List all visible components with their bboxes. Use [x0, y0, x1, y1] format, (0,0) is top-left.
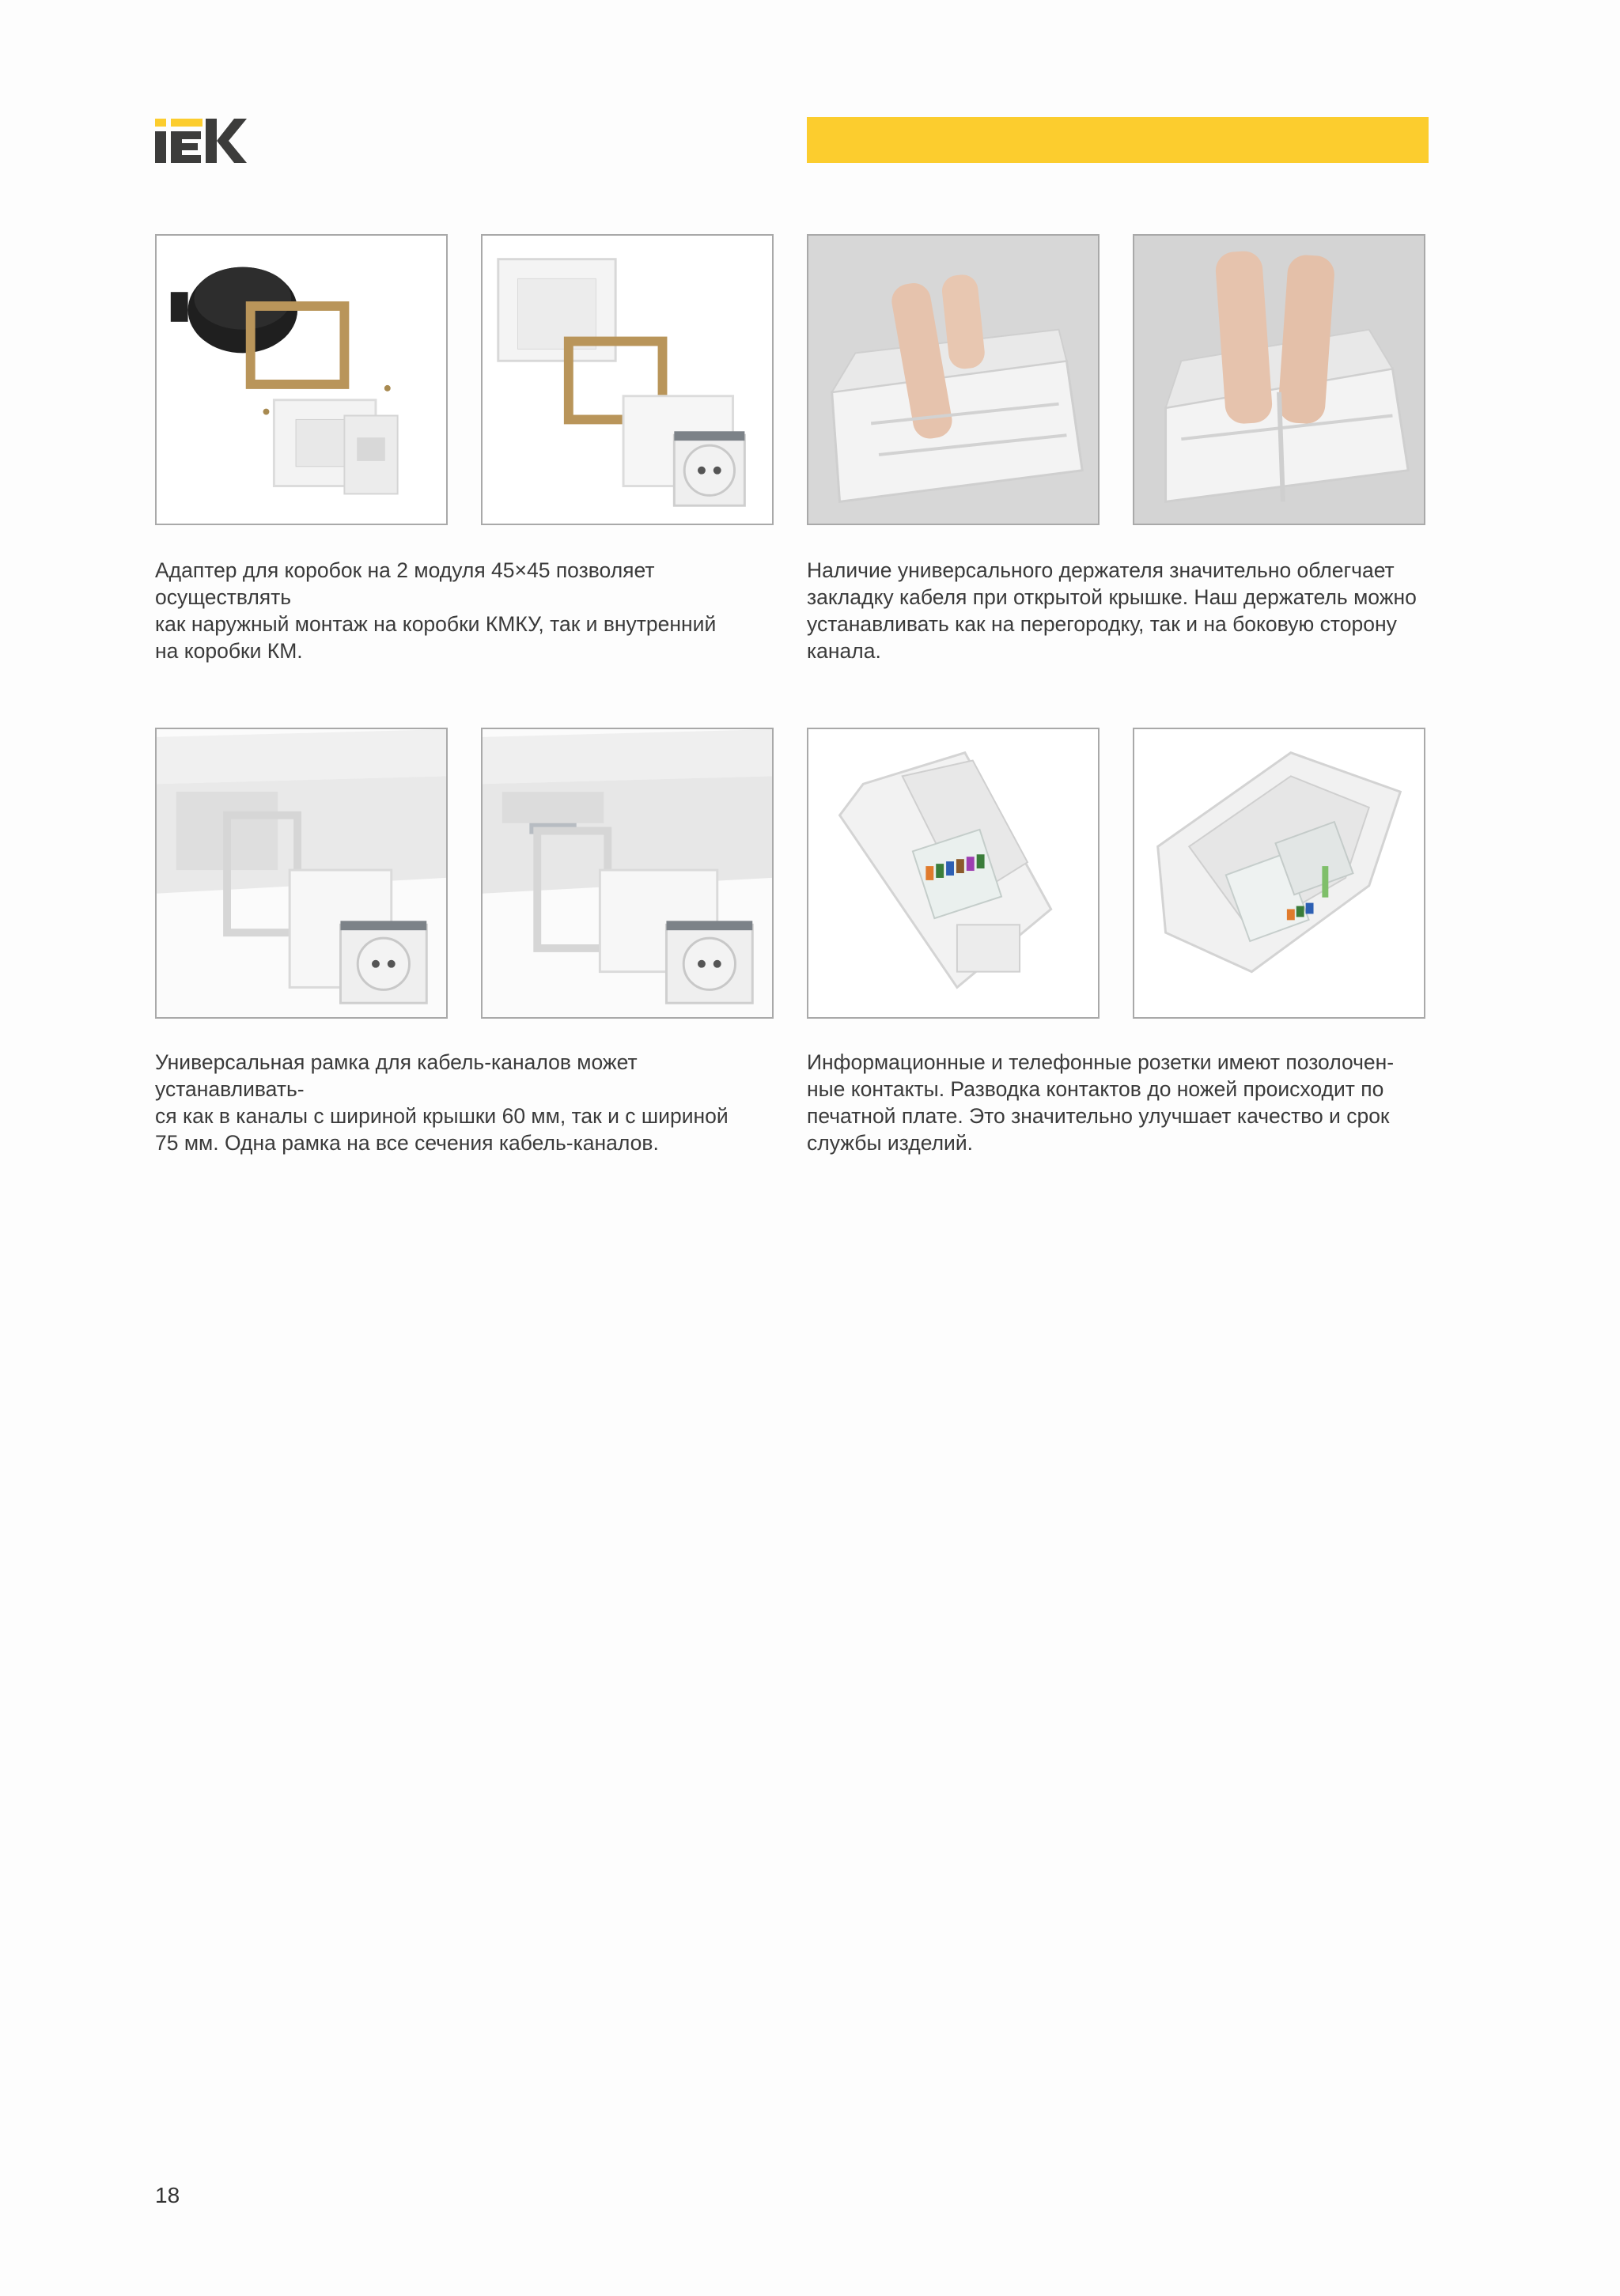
page-number: 18 — [155, 2183, 180, 2207]
adapter-box-internal-photo — [155, 234, 448, 525]
telephone-socket-module-photo — [1133, 728, 1425, 1019]
caption-holder: Наличие универсального держателя значительно облегчает закладку кабеля при открытой крышке. Наш держатель можно устанавливать как на перегородку, так и на боковую сторону канала. — [807, 558, 1417, 663]
header-accent-bar — [807, 117, 1429, 163]
iek-logo — [155, 119, 247, 163]
caption-adapter: Адаптер для коробок на 2 модуля 45×45 позволяет осуществлять как наружный монтаж на коробки КМКУ, так и внутренний на коробки КМ. — [155, 558, 717, 663]
caption-frame: Универсальная рамка для кабель-каналов может устанавливать- ся как в каналы с шириной крышки 60 мм, так и с шириной 75 мм. Одна рамка на все сечения кабель-каналов. — [155, 1050, 729, 1155]
frame-channel-socket-photo — [481, 728, 774, 1019]
data-socket-module-photo — [807, 728, 1100, 1019]
adapter-box-external-socket-photo — [481, 234, 774, 525]
universal-holder-hand-photo — [807, 234, 1100, 525]
caption-sockets: Информационные и телефонные розетки имеют позолочен- ные контакты. Разводка контактов до ножей происходит по печатной плате. Это значительно улучшает качество и срок службы изделий. — [807, 1050, 1395, 1155]
frame-channel-photo — [155, 728, 448, 1019]
universal-holder-side-photo — [1133, 234, 1425, 525]
